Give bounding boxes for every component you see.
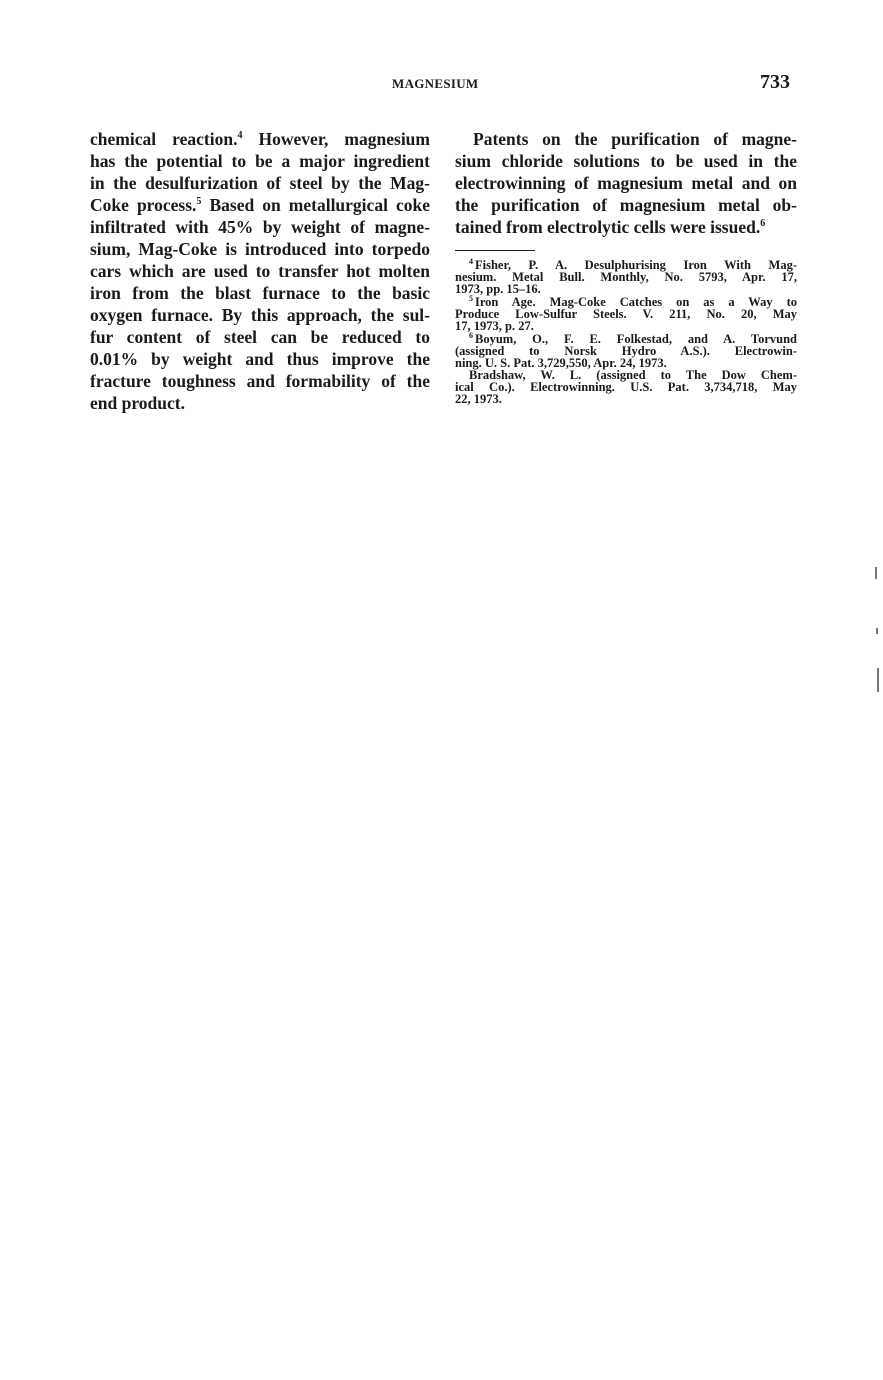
footnote-ref: 5 (196, 196, 202, 208)
body-line: electrowinning of magnesium metal and on (455, 173, 797, 193)
body-line: the purification of magnesium metal ob- (455, 195, 797, 215)
footnote-line: $^6$ Boyum, O., F. E. Folkestad, and A. Torvund (469, 330, 797, 346)
running-head: MAGNESIUM (392, 76, 479, 91)
footnote-line: (assigned to Norsk Hydro A.S.). Electrowin- (455, 344, 797, 358)
scan-speck (875, 567, 877, 579)
right-column (455, 128, 797, 405)
footnote-line: nesium. Metal Bull. Monthly, No. 5793, Apr. 17, (455, 270, 797, 284)
scan-speck (876, 628, 878, 634)
body-line: Coke process.$^5$ Based on metallurgical coke (90, 195, 430, 215)
body-line: oxygen furnace. By this approach, the sul- (90, 305, 430, 325)
body-line: Patents on the purification of magne- (473, 129, 797, 149)
footnotes (455, 256, 797, 406)
body-line: has the potential to be a major ingredient (90, 151, 430, 171)
footnote-number: 6 (469, 330, 473, 340)
footnote-line: 17, 1973, p. 27. (455, 319, 534, 333)
footnote-line: $^4$ Fisher, P. A. Desulphurising Iron With Mag- (469, 256, 797, 272)
footnote-line: ical Co.). Electrowinning. U.S. Pat. 3,734,718, May (455, 380, 797, 394)
body-line: cars which are used to transfer hot molten (90, 261, 430, 281)
body-line: sium chloride solutions to be used in the (455, 151, 797, 171)
footnote-rule (455, 250, 535, 251)
footnote-line: Bradshaw, W. L. (assigned to The Dow Chem- (469, 368, 797, 382)
footnote-line: 1973, pp. 15–16. (455, 282, 541, 296)
body-line: iron from the blast furnace to the basic (90, 283, 430, 303)
page-number: 733 (760, 71, 790, 93)
body-line: in the desulfurization of steel by the Mag- (90, 173, 430, 193)
body-line: fur content of steel can be reduced to (90, 327, 430, 347)
footnote-line: ning. U. S. Pat. 3,729,550, Apr. 24, 1973. (455, 356, 667, 370)
body-line: infiltrated with 45% by weight of magne- (90, 217, 430, 237)
footnote-number: 4 (469, 256, 473, 266)
body-line: end product. (90, 393, 185, 413)
left-column (90, 128, 430, 414)
body-line: tained from electrolytic cells were issued.$^6$ (455, 217, 766, 237)
footnote-ref: 6 (760, 218, 766, 230)
body-line: 0.01% by weight and thus improve the (90, 349, 430, 369)
footnote-line: Produce Low-Sulfur Steels. V. 211, No. 20, May (455, 307, 797, 321)
scan-speck (877, 668, 879, 692)
footnote-line: 22, 1973. (455, 392, 502, 406)
footnote-number: 5 (469, 293, 473, 303)
body-line: chemical reaction.$^4$ However, magnesium (90, 129, 430, 149)
body-line: sium, Mag-Coke is introduced into torpedo (90, 239, 430, 259)
footnote-ref: 4 (237, 130, 243, 142)
footnote-line: $^5$ Iron Age. Mag-Coke Catches on as a Way to (469, 293, 797, 309)
body-line: fracture toughness and formability of the (90, 371, 430, 391)
